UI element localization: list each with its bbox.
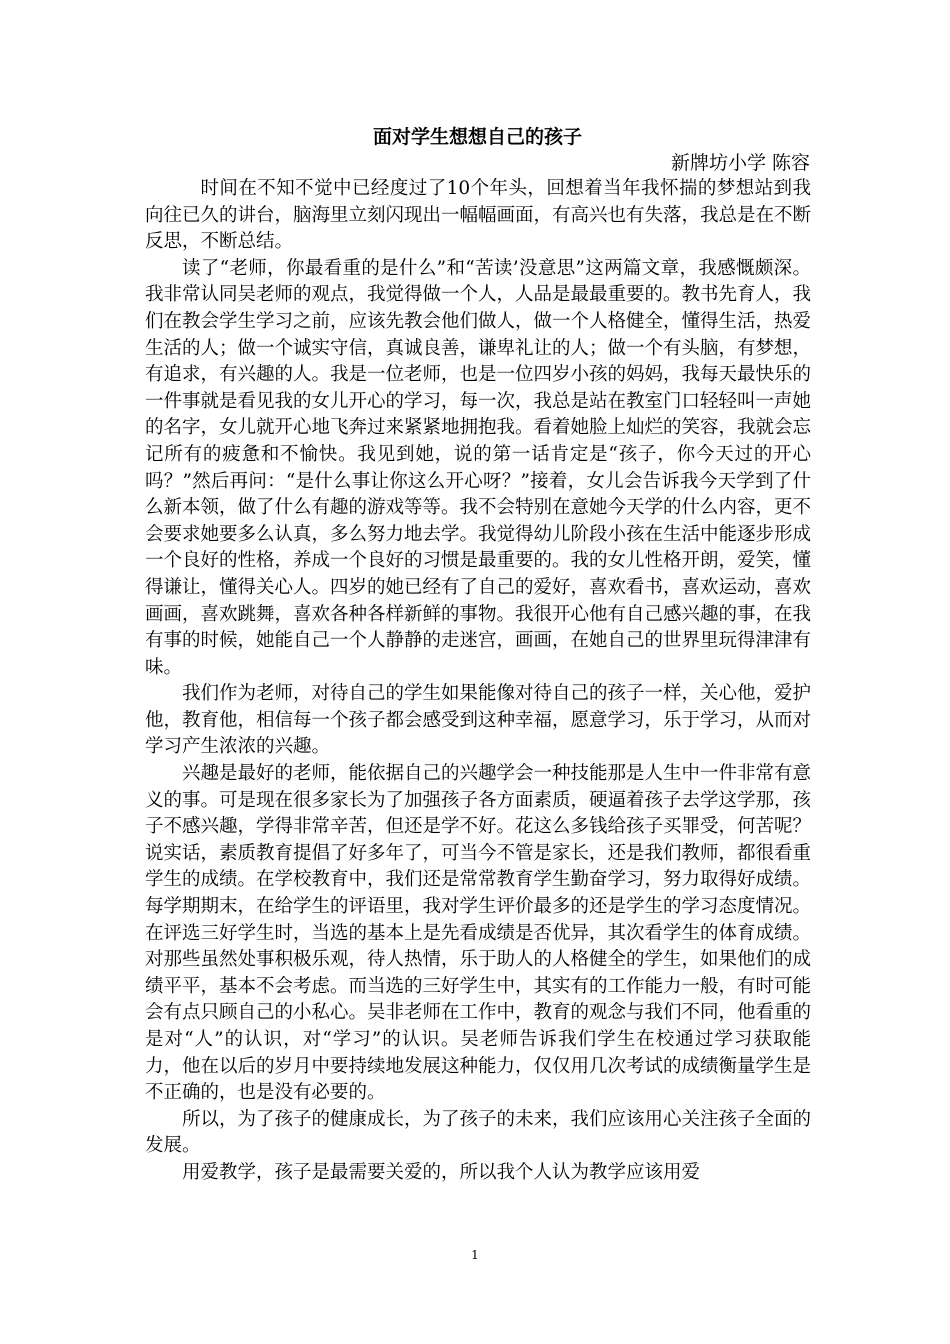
document-body (145, 176, 811, 1187)
page-number: 1 (471, 1248, 479, 1262)
paragraph: 我们作为老师，对待自己的学生如果能像对待自己的孩子一样，关心他，爱护他，教育他，相信每一个孩子都会感受到这种幸福，愿意学习，乐于学习，从而对学习产生浓浓的兴趣。 (145, 683, 812, 758)
paragraph: 时间在不知不觉中已经度过了10个年头，回想着当年我怀揣的梦想站到我向往已久的讲台，脑海里立刻闪现出一幅幅画面，有高兴也有失落，我总是在不断反思，不断总结。 (145, 178, 812, 253)
paragraph: 兴趣是最好的老师，能依据自己的兴趣学会一种技能那是人生中一件非常有意义的事。可是现在很多家长为了加强孩子各方面素质，硬逼着孩子去学这学那，孩子不感兴趣，学得非常辛苦，但还是学不好。花这么多钱给孩子买罪受，何苦呢？说实话，素质教育提倡了好多年了，可当今不管是家长，还是我们教师，都很看重学生的成绩。在学校教育中，我们还是常常教育学生勤奋学习，努力取得好成绩。每学期期末，在给学生的评语里，我对学生评价最多的还是学生的学习态度情况。在评选三好学生时，当选的基本上是先看成绩是否优异，其次看学生的体育成绩。对那些虽然处事积极乐观，待人热情，乐于助人的人格健全的学生，如果他们的成绩平平，基本不会考虑。而当选的三好学生中，其实有的工作能力一般，有时可能会有点只顾自己的小私心。吴非老师在工作中，教育的观念与我们不同，他看重的是对“人”的认识，对“学习”的认识。吴老师告诉我们学生在校通过学习获取能力，他在以后的岁月中要持续地发展这种能力，仅仅用几次考试的成绩衡量学生是不正确的，也是没有必要的。 (145, 763, 812, 1104)
paragraph: 读了“老师，你最看重的是什么”和“苦读’没意思”这两篇文章，我感慨颇深。我非常认同吴老师的观点，我觉得做一个人，人品是最最重要的。教书先育人，我们在教会学生学习之前，应该先教会他们做人，做一个人格健全，懂得生活，热爱生活的人；做一个诚实守信，真诚良善，谦卑礼让的人；做一个有头脑，有梦想，有追求，有兴趣的人。我是一位老师，也是一位四岁小孩的妈妈，我每天最快乐的一件事就是看见我的女儿开心的学习，每一次，我总是站在教室门口轻轻叫一声她的名字，女儿就开心地飞奔过来紧紧地拥抱我。看着她脸上灿烂的笑容，我就会忘记所有的疲惫和不愉快。我见到她，说的第一话肯定是“孩子，你今天过的开心吗？”然后再问：“是什么事让你这么开心呀？”接着，女儿会告诉我今天学到了什么新本领，做了什么有趣的游戏等等。我不会特别在意她今天学的什么内容，更不会要求她要多么认真，多么努力地去学。我觉得幼儿阶段小孩在生活中能逐步形成一个良好的性格，养成一个良好的习惯是最重要的。我的女儿性格开朗，爱笑，懂得谦让，懂得关心人。四岁的她已经有了自己的爱好，喜欢看书，喜欢运动，喜欢画画，喜欢跳舞，喜欢各种各样新鲜的事物。我很开心他有自己感兴趣的事，在我有事的时候，她能自己一个人静静的走迷宫，画画，在她自己的世界里玩得津津有味。 (145, 257, 812, 678)
document-title: 面对学生想想自己的孩子 (372, 126, 582, 148)
paragraph: 用爱教学，孩子是最需要关爱的，所以我个人认为教学应该用爱 (182, 1161, 701, 1183)
paragraph: 所以，为了孩子的健康成长，为了孩子的未来，我们应该用心关注孩子全面的发展。 (145, 1108, 812, 1157)
author-line: 新牌坊小学 陈容 (670, 152, 810, 174)
